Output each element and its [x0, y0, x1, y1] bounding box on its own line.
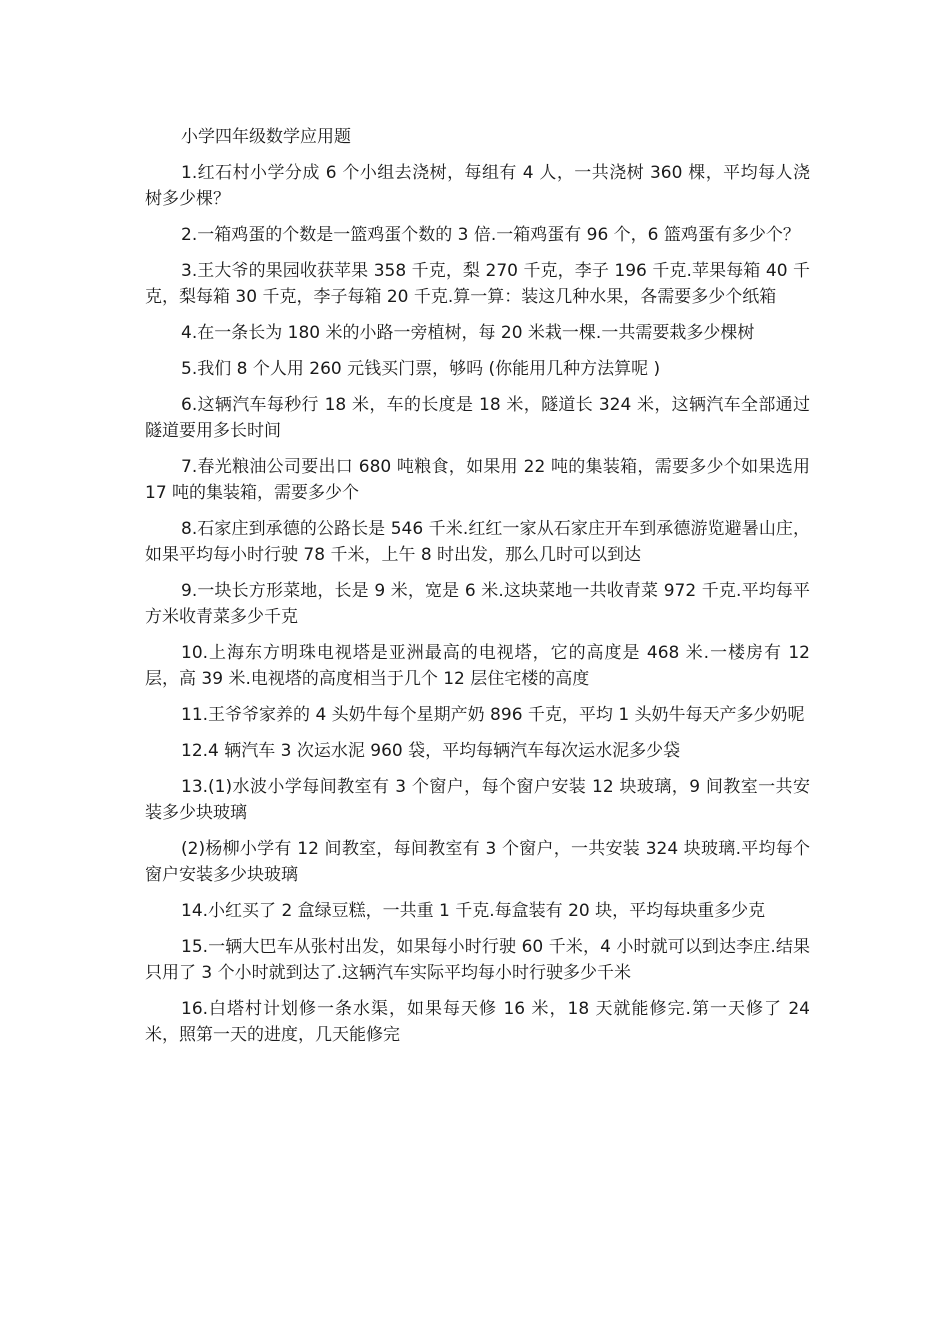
question-1: 1.红石村小学分成 6 个小组去浇树，每组有 4 人，一共浇树 360 棵，平均每人浇树多少棵？: [145, 163, 810, 209]
question-14: 14.小红买了 2 盒绿豆糕，一共重 1 千克.每盒装有 20 块，平均每块重多少克: [181, 901, 766, 921]
question-13-1: 13.(1)水波小学每间教室有 3 个窗户，每个窗户安装 12 块玻璃，9 间教室一共安装多少块玻璃: [145, 777, 810, 823]
question-15: 15.一辆大巴车从张村出发，如果每小时行驶 60 千米，4 小时就可以到达李庄.结果只用了 3 个小时就到达了.这辆汽车实际平均每小时行驶多少千米: [145, 937, 810, 983]
question-6: 6.这辆汽车每秒行 18 米，车的长度是 18 米，隧道长 324 米，这辆汽车全部通过隧道要用多长时间: [145, 395, 810, 441]
question-3: 3.王大爷的果园收获苹果 358 千克，梨 270 千克，李子 196 千克.苹果每箱 40 千克，梨每箱 30 千克，李子每箱 20 千克.算一算：装这几种水果，各需要多少个纸箱: [145, 261, 810, 307]
question-10: 10.上海东方明珠电视塔是亚洲最高的电视塔，它的高度是 468 米.一楼房有 12 层，高 39 米.电视塔的高度相当于几个 12 层住宅楼的高度: [145, 643, 810, 689]
document-title: 小学四年级数学应用题: [181, 127, 351, 147]
question-9: 9.一块长方形菜地，长是 9 米，宽是 6 米.这块菜地一共收青菜 972 千克.平均每平方米收青菜多少千克: [145, 581, 810, 627]
question-16: 16.白塔村计划修一条水渠，如果每天修 16 米，18 天就能修完.第一天修了 24 米，照第一天的进度，几天能修完: [145, 999, 810, 1045]
question-13-2: (2)杨柳小学有 12 间教室，每间教室有 3 个窗户，一共安装 324 块玻璃.平均每个窗户安装多少块玻璃: [145, 839, 810, 885]
document-page: [145, 124, 810, 1058]
question-2: 2.一箱鸡蛋的个数是一篮鸡蛋个数的 3 倍.一箱鸡蛋有 96 个，6 篮鸡蛋有多少个？: [181, 225, 800, 245]
question-12: 12.4 辆汽车 3 次运水泥 960 袋，平均每辆汽车每次运水泥多少袋: [181, 741, 681, 761]
question-4: 4.在一条长为 180 米的小路一旁植树，每 20 米栽一棵.一共需要栽多少棵树: [181, 323, 755, 343]
question-5: 5.我们 8 个人用 260 元钱买门票，够吗 (你能用几种方法算呢 ): [181, 359, 661, 379]
question-11: 11.王爷爷家养的 4 头奶牛每个星期产奶 896 千克，平均 1 头奶牛每天产多少奶呢: [181, 705, 805, 725]
question-8: 8.石家庄到承德的公路长是 546 千米.红红一家从石家庄开车到承德游览避暑山庄，如果平均每小时行驶 78 千米，上午 8 时出发，那么几时可以到达: [145, 519, 810, 565]
question-7: 7.春光粮油公司要出口 680 吨粮食，如果用 22 吨的集装箱，需要多少个如果选用 17 吨的集装箱，需要多少个: [145, 457, 810, 503]
